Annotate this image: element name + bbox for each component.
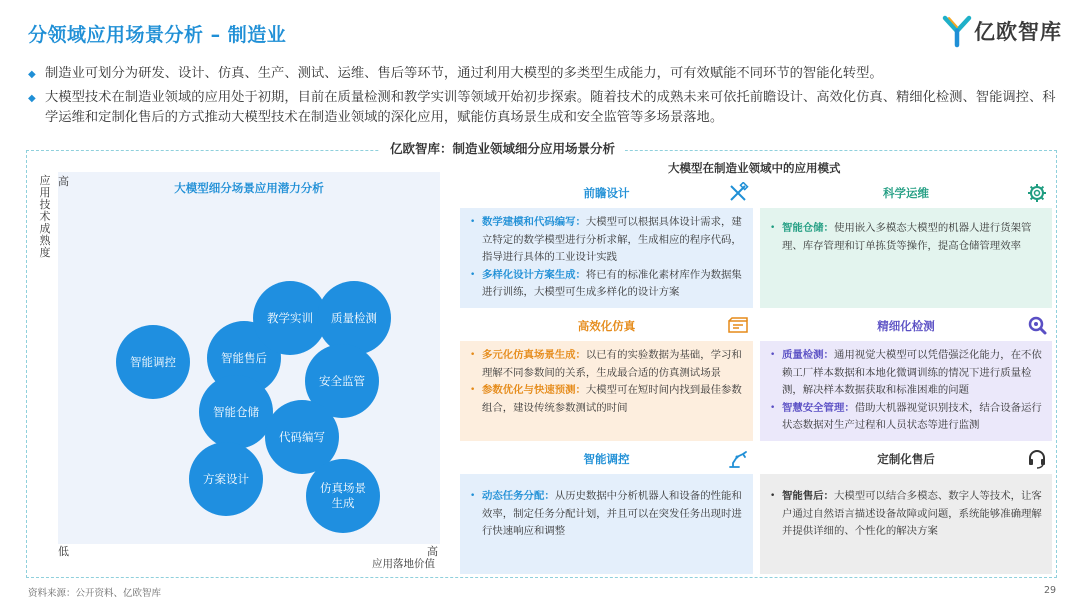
list-item bbox=[768, 488, 1044, 541]
bullet-dot: • bbox=[470, 491, 476, 501]
bubble-simulation-generation: 仿真场景生成 bbox=[306, 459, 380, 533]
source-note: 资料来源：公开资料、亿欧智库 bbox=[28, 588, 162, 599]
bullet-dot: • bbox=[770, 491, 776, 501]
list-item bbox=[768, 220, 1044, 255]
card-body bbox=[760, 208, 1052, 308]
x-axis-label: 应用落地价值 bbox=[372, 558, 435, 570]
list-item bbox=[468, 382, 745, 417]
card-scientific-ops bbox=[760, 180, 1052, 308]
bullet-dot: • bbox=[770, 223, 776, 233]
bullet-dot: • bbox=[770, 350, 776, 360]
card-foresight-design bbox=[460, 180, 753, 308]
robot-arm-icon bbox=[727, 448, 749, 470]
list-item bbox=[768, 400, 1044, 435]
headset-icon bbox=[1026, 448, 1048, 470]
y-axis-label: 应用技术成熟度 bbox=[39, 174, 51, 259]
potential-matrix bbox=[58, 172, 440, 544]
card-smart-control bbox=[460, 446, 753, 574]
card-body bbox=[460, 208, 753, 308]
card-efficient-simulation bbox=[460, 313, 753, 441]
bubble-code-writing: 代码编写 bbox=[265, 400, 339, 474]
item-text: 借助大机器视觉识别技术，结合设备运行状态数据对生产过程和人员状态等进行监测 bbox=[782, 401, 1042, 431]
design-tools-icon bbox=[727, 182, 749, 204]
frame-title: 亿欧智库：制造业领域细分应用场景分析 bbox=[380, 139, 625, 157]
list-item bbox=[468, 267, 745, 302]
card-heading: 定制化售后 bbox=[877, 452, 935, 466]
item-label: 智能售后： bbox=[782, 490, 834, 502]
y-axis-high: 高 bbox=[58, 175, 69, 188]
bullet-dot: • bbox=[470, 385, 476, 395]
card-custom-aftersales bbox=[760, 446, 1052, 574]
page-title: 分领域应用场景分析 – 制造业 bbox=[28, 24, 287, 46]
summary-bullets bbox=[28, 64, 1068, 131]
item-label: 多元化仿真场景生成： bbox=[482, 349, 586, 361]
bubble-quality-inspection: 质量检测 bbox=[317, 281, 391, 355]
matrix-title: 大模型细分场景应用潜力分析 bbox=[174, 181, 324, 195]
summary-bullet-text: 大模型技术在制造业领域的应用处于初期，目前在质量检测和教学实训等领域开始初步探索。随着技术的成熟未来可依托前瞻设计、高效化仿真、精细化检测、智能调控、科学运维和定制化售后的方式推动大模型技术在制造业领域的深化应用，赋能仿真场景生成和安全监管等多场景落地。 bbox=[45, 90, 1056, 125]
bubble-solution-design: 方案设计 bbox=[189, 442, 263, 516]
gear-icon bbox=[1026, 182, 1048, 204]
summary-bullet bbox=[28, 88, 1068, 128]
item-label: 智慧安全管理： bbox=[782, 401, 855, 414]
blueprint-icon bbox=[727, 315, 749, 337]
page-number: 29 bbox=[1044, 585, 1057, 596]
applications-title: 大模型在制造业领域中的应用模式 bbox=[668, 161, 841, 175]
card-heading: 精细化检测 bbox=[877, 319, 935, 333]
diamond-icon: ◆ bbox=[28, 93, 36, 104]
card-heading: 高效化仿真 bbox=[577, 319, 636, 333]
logo-text: 亿欧智库 bbox=[974, 20, 1062, 44]
item-label: 数学建模和代码编写： bbox=[482, 216, 586, 228]
card-body bbox=[760, 341, 1052, 441]
list-item bbox=[468, 214, 745, 267]
item-text: 大模型可在短时间内找到最佳参数组合，建设传统参数测试的时间 bbox=[482, 384, 742, 414]
bubble-smart-control: 智能调控 bbox=[116, 325, 190, 399]
item-text: 通用视觉大模型可以凭借强泛化能力，在不依赖工厂样本数据和本地化微调训练的情况下进行质量检测，解决样本数据获取和标准困难的问题 bbox=[782, 349, 1042, 396]
card-body bbox=[460, 474, 753, 574]
bubble-smart-warehouse: 智能仓储 bbox=[199, 375, 273, 449]
logo-icon bbox=[942, 14, 972, 48]
list-item bbox=[468, 347, 745, 382]
summary-bullet-text: 制造业可划分为研发、设计、仿真、生产、测试、运维、售后等环节，通过利用大模型的多类型生成能力，可有效赋能不同环节的智能化转型。 bbox=[45, 66, 883, 81]
summary-bullet bbox=[28, 64, 1068, 85]
bubble-teaching-training: 教学实训 bbox=[253, 281, 327, 355]
bullet-dot: • bbox=[470, 217, 476, 227]
item-text: 大模型可以结合多模态、数字人等技术，让客户通过自然语言描述设备故障或问题，系统能够准确理解并提供详细的、个性化的解决方案 bbox=[782, 490, 1042, 537]
logo bbox=[942, 14, 1062, 48]
card-heading: 智能调控 bbox=[583, 452, 630, 466]
x-axis-high: 高 bbox=[427, 545, 438, 558]
magnifier-icon bbox=[1026, 315, 1048, 337]
bullet-dot: • bbox=[470, 350, 476, 360]
item-label: 多样化设计方案生成： bbox=[482, 268, 586, 281]
item-text: 大模型可以根据具体设计需求，建立特定的数学模型进行分析求解，生成相应的程序代码，指导进行具体的工业设计实践 bbox=[482, 216, 742, 263]
item-label: 质量检测： bbox=[782, 349, 834, 361]
bullet-dot: • bbox=[770, 402, 776, 413]
bubble-smart-aftersales: 智能售后 bbox=[207, 321, 281, 395]
item-text: 以已有的实验数据为基础，学习和理解不同参数间的关系，生成最合适的仿真测试场景 bbox=[482, 349, 742, 379]
card-body bbox=[460, 341, 753, 441]
card-fine-inspection bbox=[760, 313, 1052, 441]
card-body bbox=[760, 474, 1052, 574]
bullet-dot: • bbox=[470, 269, 476, 280]
item-label: 智能仓储： bbox=[782, 222, 834, 234]
diamond-icon: ◆ bbox=[28, 69, 36, 80]
item-text: 使用嵌入多模态大模型的机器人进行货架管理、库存管理和订单拣货等操作，提高仓储管理效率 bbox=[782, 222, 1032, 252]
item-text: 从历史数据中分析机器人和设备的性能和效率，制定任务分配计划，并且可以在突发任务出现时进行快速响应和调整 bbox=[482, 490, 742, 537]
item-text: 将已有的标准化素材库作为数据集进行训练，大模型可生成多样化的设计方案 bbox=[482, 268, 742, 298]
item-label: 参数优化与快速预测： bbox=[482, 384, 586, 396]
bubble-safety-supervision: 安全监管 bbox=[305, 344, 379, 418]
card-heading: 科学运维 bbox=[883, 186, 929, 200]
list-item bbox=[468, 488, 745, 541]
item-label: 动态任务分配： bbox=[482, 490, 555, 502]
axis-low: 低 bbox=[58, 545, 69, 558]
list-item bbox=[768, 347, 1044, 400]
card-heading: 前瞻设计 bbox=[583, 186, 630, 200]
